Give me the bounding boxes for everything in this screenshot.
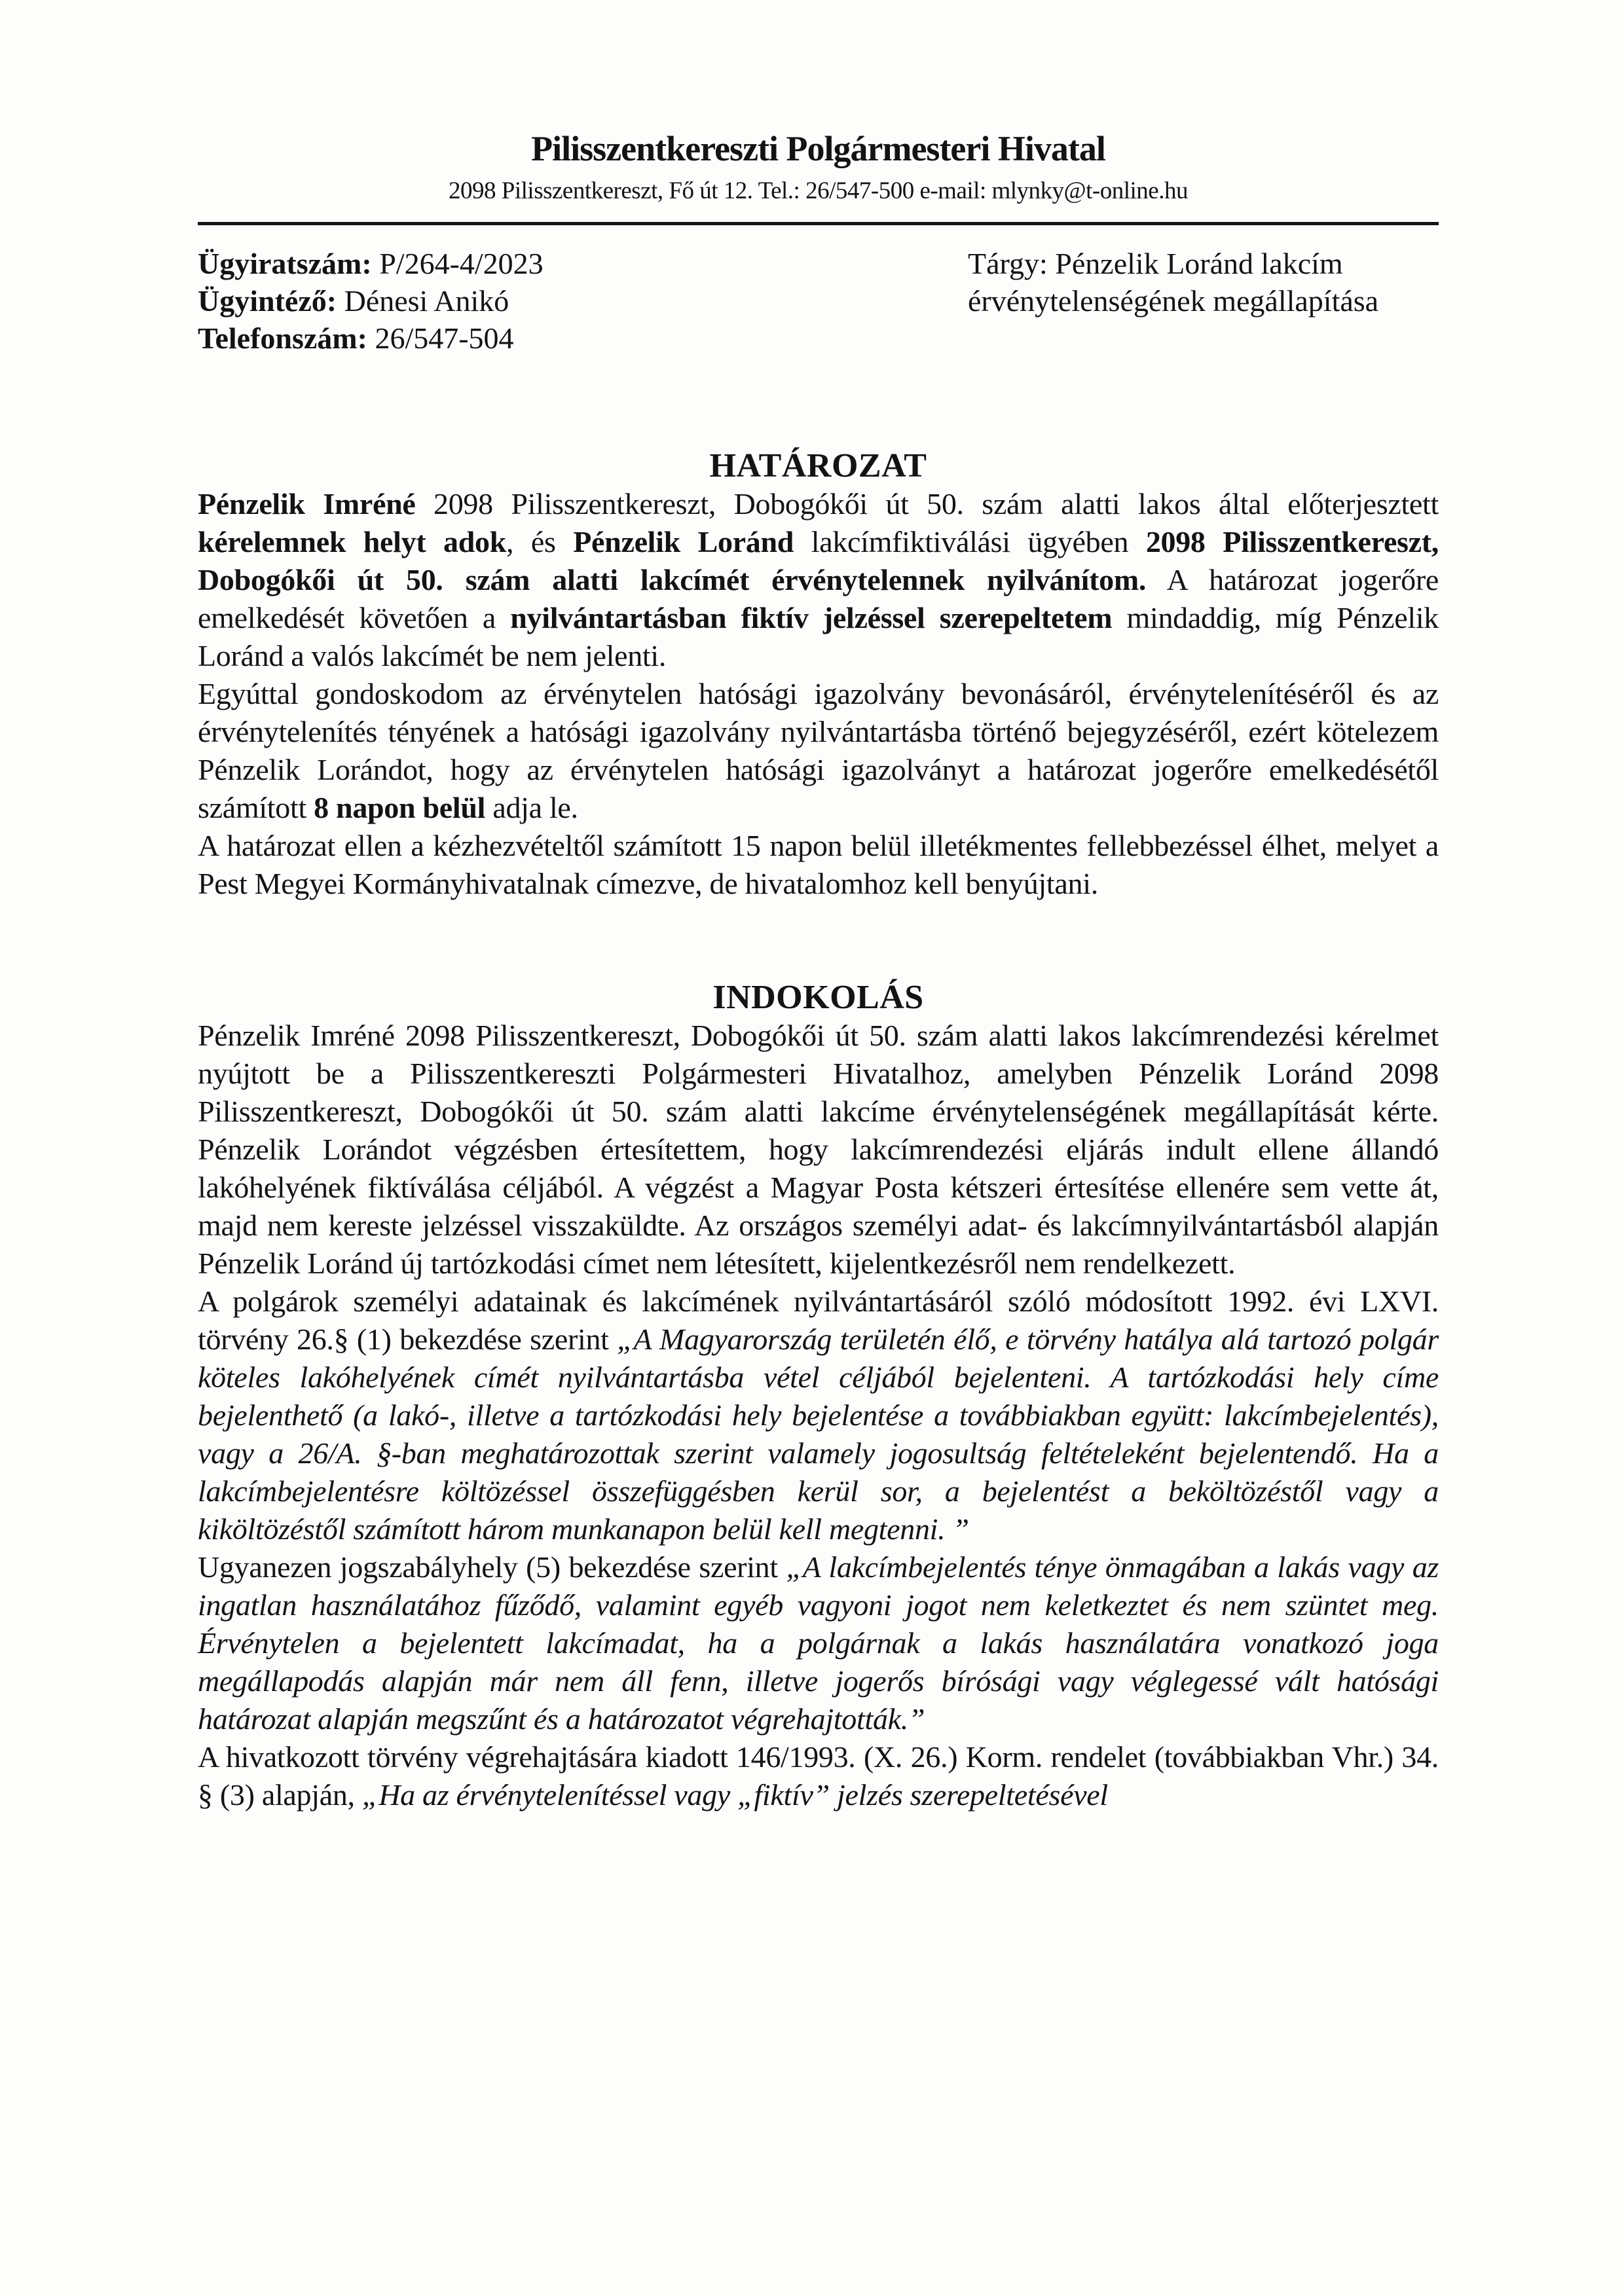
- meta-row-value: 26/547-504: [375, 321, 514, 355]
- meta-row-label: Ügyiratszám:: [198, 247, 372, 280]
- decision-heading: HATÁROZAT: [709, 447, 927, 484]
- decision-paragraph-2: Egyúttal gondoskodom az érvénytelen hatósági igazolvány bevonásáról, érvénytelenítéséről és az érvénytelenítés tényének a hatósági igazolvány nyilvántartásba történő bejegyzéséről, ezért kötelezem Pénzelik Lorándot, hogy az érvénytelen hatósági igazolványt a határozat jogerőre emelkedésétől számított 8 napon belül adja le.: [198, 677, 1439, 824]
- justification-heading: INDOKOLÁS: [712, 979, 924, 1016]
- header-divider: [198, 222, 1439, 225]
- meta-block: [198, 245, 1439, 357]
- header-address: 2098 Pilisszentkereszt, Fő út 12. Tel.: 26/547-500 e-mail: mlynky@t-online.hu: [449, 177, 1188, 204]
- justification-paragraph-4: A hivatkozott törvény végrehajtására kiadott 146/1993. (X. 26.) Korm. rendelet (továbbiakban Vhr.) 34. § (3) alapján, „Ha az érvénytelenítéssel vagy „fiktív” jelzés szerepeltetésével: [198, 1740, 1439, 1812]
- subject-label: Tárgy:: [968, 247, 1048, 280]
- header-title: Pilisszentkereszti Polgármesteri Hivatal: [531, 129, 1105, 168]
- meta-row-label: Ügyintéző:: [198, 284, 337, 318]
- meta-row-phone: [198, 319, 1439, 357]
- meta-row-value: Dénesi Anikó: [344, 284, 509, 318]
- justification-paragraph-3: Ugyanezen jogszabályhely (5) bekezdése szerint „A lakcímbejelentés ténye önmagában a lakás vagy az ingatlan használatához fűződő, valamint egyéb vagyoni jogot nem keletkeztet és nem szüntet meg. Érvénytelen a bejelentett lakcímadat, ha a polgárnak a lakás használatára vonatkozó joga megállapodás alapján már nem áll fenn, illetve jogerős bírósági vagy véglegessé vált hatósági határozat alapján megszűnt és a határozatot végrehajtották.”: [198, 1550, 1439, 1736]
- justification-paragraph-2: A polgárok személyi adatainak és lakcímének nyilvántartásáról szóló módosított 1992. évi LXVI. törvény 26.§ (1) bekezdése szerint „A Magyarország területén élő, e törvény hatálya alá tartozó polgár köteles lakóhelyének címét nyilvántartásba vétel céljából bejelenteni. A tartózkodási hely címe bejelenthető (a lakó-, illetve a tartózkodási hely bejelentése a továbbiakban együtt: lakcímbejelentés), vagy a 26/A. §-ban meghatározottak szerint valamely jogosultság feltételeként bejelentendő. Ha a lakcímbejelentésre költözéssel összefüggésben kerül sor, a bejelentést a beköltözéstől vagy a kiköltözéstől számított három munkanapon belül kell megtenni. ”: [198, 1285, 1439, 1546]
- justification-paragraph-1: Pénzelik Imréné 2098 Pilisszentkereszt, Dobogókői út 50. szám alatti lakos lakcímrendezési kérelmet nyújtott be a Pilisszentkereszti Polgármesteri Hivatalhoz, amelyben Pénzelik Loránd 2098 Pilisszentkereszt, Dobogókői út 50. szám alatti lakcíme érvénytelenségének megállapítását kérte. Pénzelik Lorándot végzésben értesítettem, hogy lakcímrendezési eljárás indult ellene állandó lakóhelyének fiktíválása céljából. A végzést a Magyar Posta kétszeri értesítése ellenére sem vette át, majd nem kereste jelzéssel visszaküldte. Az országos személyi adat- és lakcímnyilvántartásból alapján Pénzelik Loránd új tartózkodási címet nem létesített, kijelentkezésről nem rendelkezett.: [198, 1019, 1439, 1280]
- decision-paragraph-3: A határozat ellen a kézhezvételtől számított 15 napon belül illetékmentes fellebbezéssel élhet, melyet a Pest Megyei Kormányhivatalnak címezve, de hivatalomhoz kell benyújtani.: [198, 829, 1439, 900]
- subject-line-2: érvénytelenségének megállapítása: [968, 284, 1379, 318]
- subject-line-1: [968, 245, 1452, 282]
- subject-text: Pénzelik Loránd lakcím: [1055, 247, 1343, 280]
- decision-paragraph-1: Pénzelik Imréné 2098 Pilisszentkereszt, Dobogókői út 50. szám alatti lakos által előterjesztett kérelemnek helyt adok, és Pénzelik Loránd lakcímfiktiválási ügyében 2098 Pilisszentkereszt, Dobogókői út 50. szám alatti lakcímét érvénytelennek nyilvánítom. A határozat jogerőre emelkedését követően a nyilvántartásban fiktív jelzéssel szerepeltetem mindaddig, míg Pénzelik Loránd a valós lakcímét be nem jelenti.: [198, 487, 1439, 672]
- meta-row-label: Telefonszám:: [198, 321, 367, 355]
- subject-block: [968, 245, 1452, 319]
- meta-row-value: P/264-4/2023: [379, 247, 544, 280]
- page-content: [198, 0, 1439, 1814]
